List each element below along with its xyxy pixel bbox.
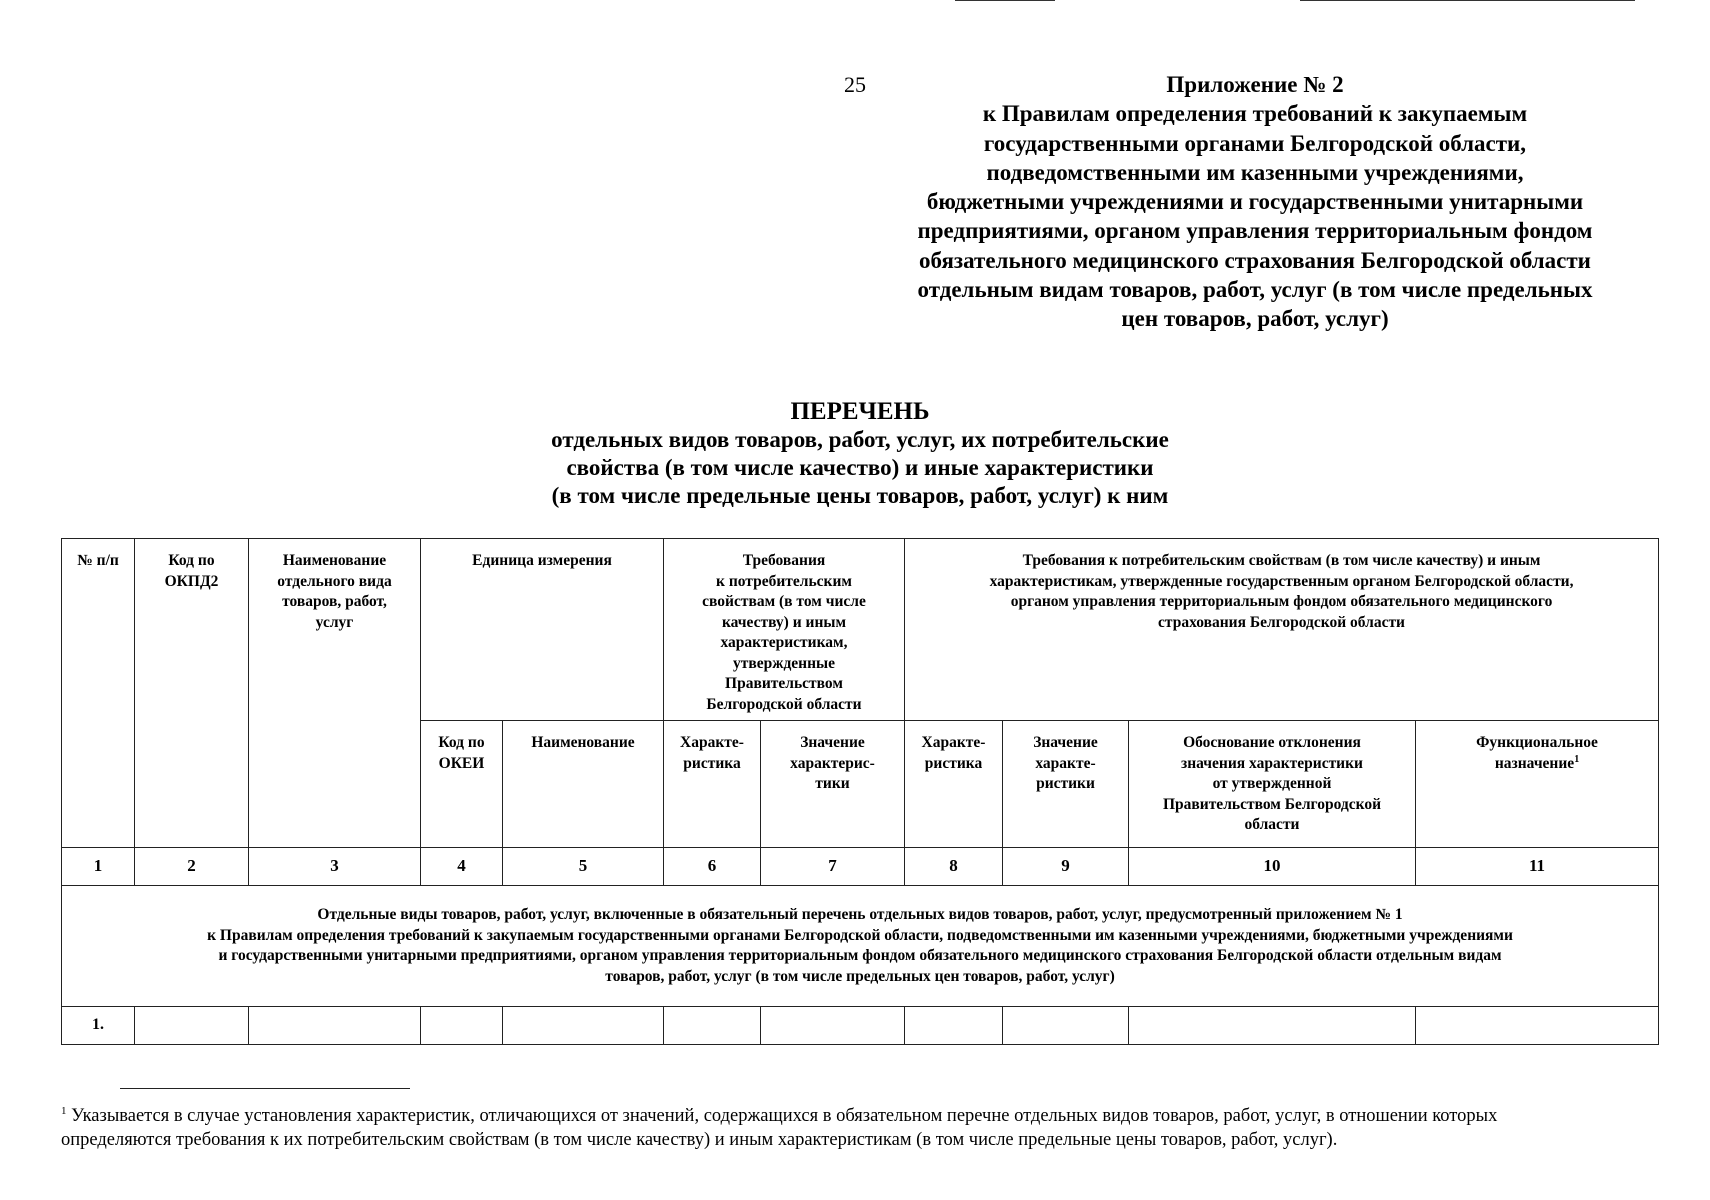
top-rule-left (955, 0, 1055, 1)
table-cell (761, 1007, 905, 1045)
header-char-gov: Характе- ристика (664, 721, 761, 848)
title-line: отдельных видов товаров, работ, услуг, их потребительские (551, 427, 1169, 452)
table-cell (1416, 1007, 1659, 1045)
table-cell (1003, 1007, 1129, 1045)
column-number-row (62, 848, 1659, 886)
title-line: (в том числе предельные цены товаров, работ, услуг) к ним (551, 483, 1169, 508)
column-number: 1 (62, 848, 135, 886)
appendix-line: цен товаров, работ, услуг) (1121, 306, 1389, 332)
table-cell (664, 1007, 761, 1045)
header-char-fund: Характе- ристика (905, 721, 1003, 848)
appendix-line: бюджетными учреждениями и государственными унитарными (926, 189, 1584, 215)
column-number: 10 (1129, 848, 1416, 886)
column-number: 8 (905, 848, 1003, 886)
column-number: 2 (135, 848, 249, 886)
table-header-row (62, 539, 1659, 721)
column-number: 5 (503, 848, 664, 886)
section-row (62, 886, 1659, 1007)
footnote-text-line: Указывается в случае установления характеристик, отличающихся от значений, содержащихся в обязательном перечне отдельных видов товаров, работ, услуг, в отношении которых (66, 1106, 1498, 1126)
table-cell (249, 1007, 421, 1045)
title-main: ПЕРЕЧЕНЬ (790, 398, 930, 425)
column-number: 11 (1416, 848, 1659, 886)
page-number: 25 (844, 72, 866, 97)
header-function: Функциональное назначение$^1$ (1416, 721, 1659, 848)
column-number: 3 (249, 848, 421, 886)
title-line: свойства (в том числе качество) и иные характеристики (566, 455, 1154, 480)
table-cell (905, 1007, 1003, 1045)
appendix-line: Приложение № 2 (1166, 72, 1344, 97)
column-number: 9 (1003, 848, 1129, 886)
table-row (62, 1007, 1659, 1045)
table-cell (1129, 1007, 1416, 1045)
header-unit: Единица измерения (421, 539, 664, 721)
appendix-line: государственными органами Белгородской области, (983, 130, 1527, 156)
section-heading: Отдельные виды товаров, работ, услуг, включенные в обязательный перечень отдельных видов товаров, работ, услуг, предусмотренный приложением № 1 к Правилам определения требований к закупаемым государственными органами Белгородской области, подведомственными им казенными учреждениями, бюджетными учреждениями и государственными унитарными предприятиями, органом управления территориальным фондом обязательного медицинского страхования Белгородской области отдельным видам товаров, работ, услуг (в том числе предельных цен товаров, работ, услуг) (62, 886, 1659, 1007)
appendix-line: отдельным видам товаров, работ, услуг (в том числе предельных (917, 277, 1593, 303)
table-cell (421, 1007, 503, 1045)
footnote-ref: 1 (1574, 753, 1580, 765)
footnote-marker: 1 (61, 1104, 67, 1117)
header-num: № п/п (62, 539, 135, 848)
column-number: 4 (421, 848, 503, 886)
footnote-separator (120, 1088, 410, 1089)
appendix-line: предприятиями, органом управления территориальным фондом (917, 218, 1593, 244)
header-gov-requirements: Требования к потребительским свойствам (в том числе качеству) и иным характеристикам, утвержденные Правительством Белгородской области (664, 539, 905, 721)
header-value-fund: Значение характе- ристики (1003, 721, 1129, 848)
header-fund-requirements: Требования к потребительским свойствам (в том числе качеству) и иным характеристикам, утвержденные государственным органом Белгородской области, органом управления территориальным фондом обязательного медицинского страхования Белгородской области (905, 539, 1659, 721)
table-cell (503, 1007, 664, 1045)
footnote-text-line: определяются требования к их потребительским свойствам (в том числе качеству) и иным характеристикам (в том числе предельные цены товаров, работ, услуг). (61, 1130, 1338, 1150)
column-number: 7 (761, 848, 905, 886)
row-number: 1. (62, 1007, 135, 1045)
header-justification: Обоснование отклонения значения характеристики от утвержденной Правительством Белгородской области (1129, 721, 1416, 848)
appendix-header (840, 70, 1670, 334)
header-unit-name: Наименование (503, 721, 664, 848)
header-value-gov: Значение характерис- тики (761, 721, 905, 848)
appendix-line: к Правилам определения требований к закупаемым (982, 101, 1528, 127)
footnote (61, 1104, 1661, 1152)
appendix-line: обязательного медицинского страхования Белгородской области (919, 247, 1591, 273)
requirements-table (61, 538, 1659, 1045)
header-name: Наименование отдельного вида товаров, работ, услуг (249, 539, 421, 848)
top-rule-right (1300, 0, 1635, 1)
header-okpd: Код по ОКПД2 (135, 539, 249, 848)
table-cell (135, 1007, 249, 1045)
column-number: 6 (664, 848, 761, 886)
document-title (380, 398, 1340, 510)
header-okei: Код по ОКЕИ (421, 721, 503, 848)
appendix-line: подведомственными им казенными учреждениями, (986, 159, 1524, 185)
